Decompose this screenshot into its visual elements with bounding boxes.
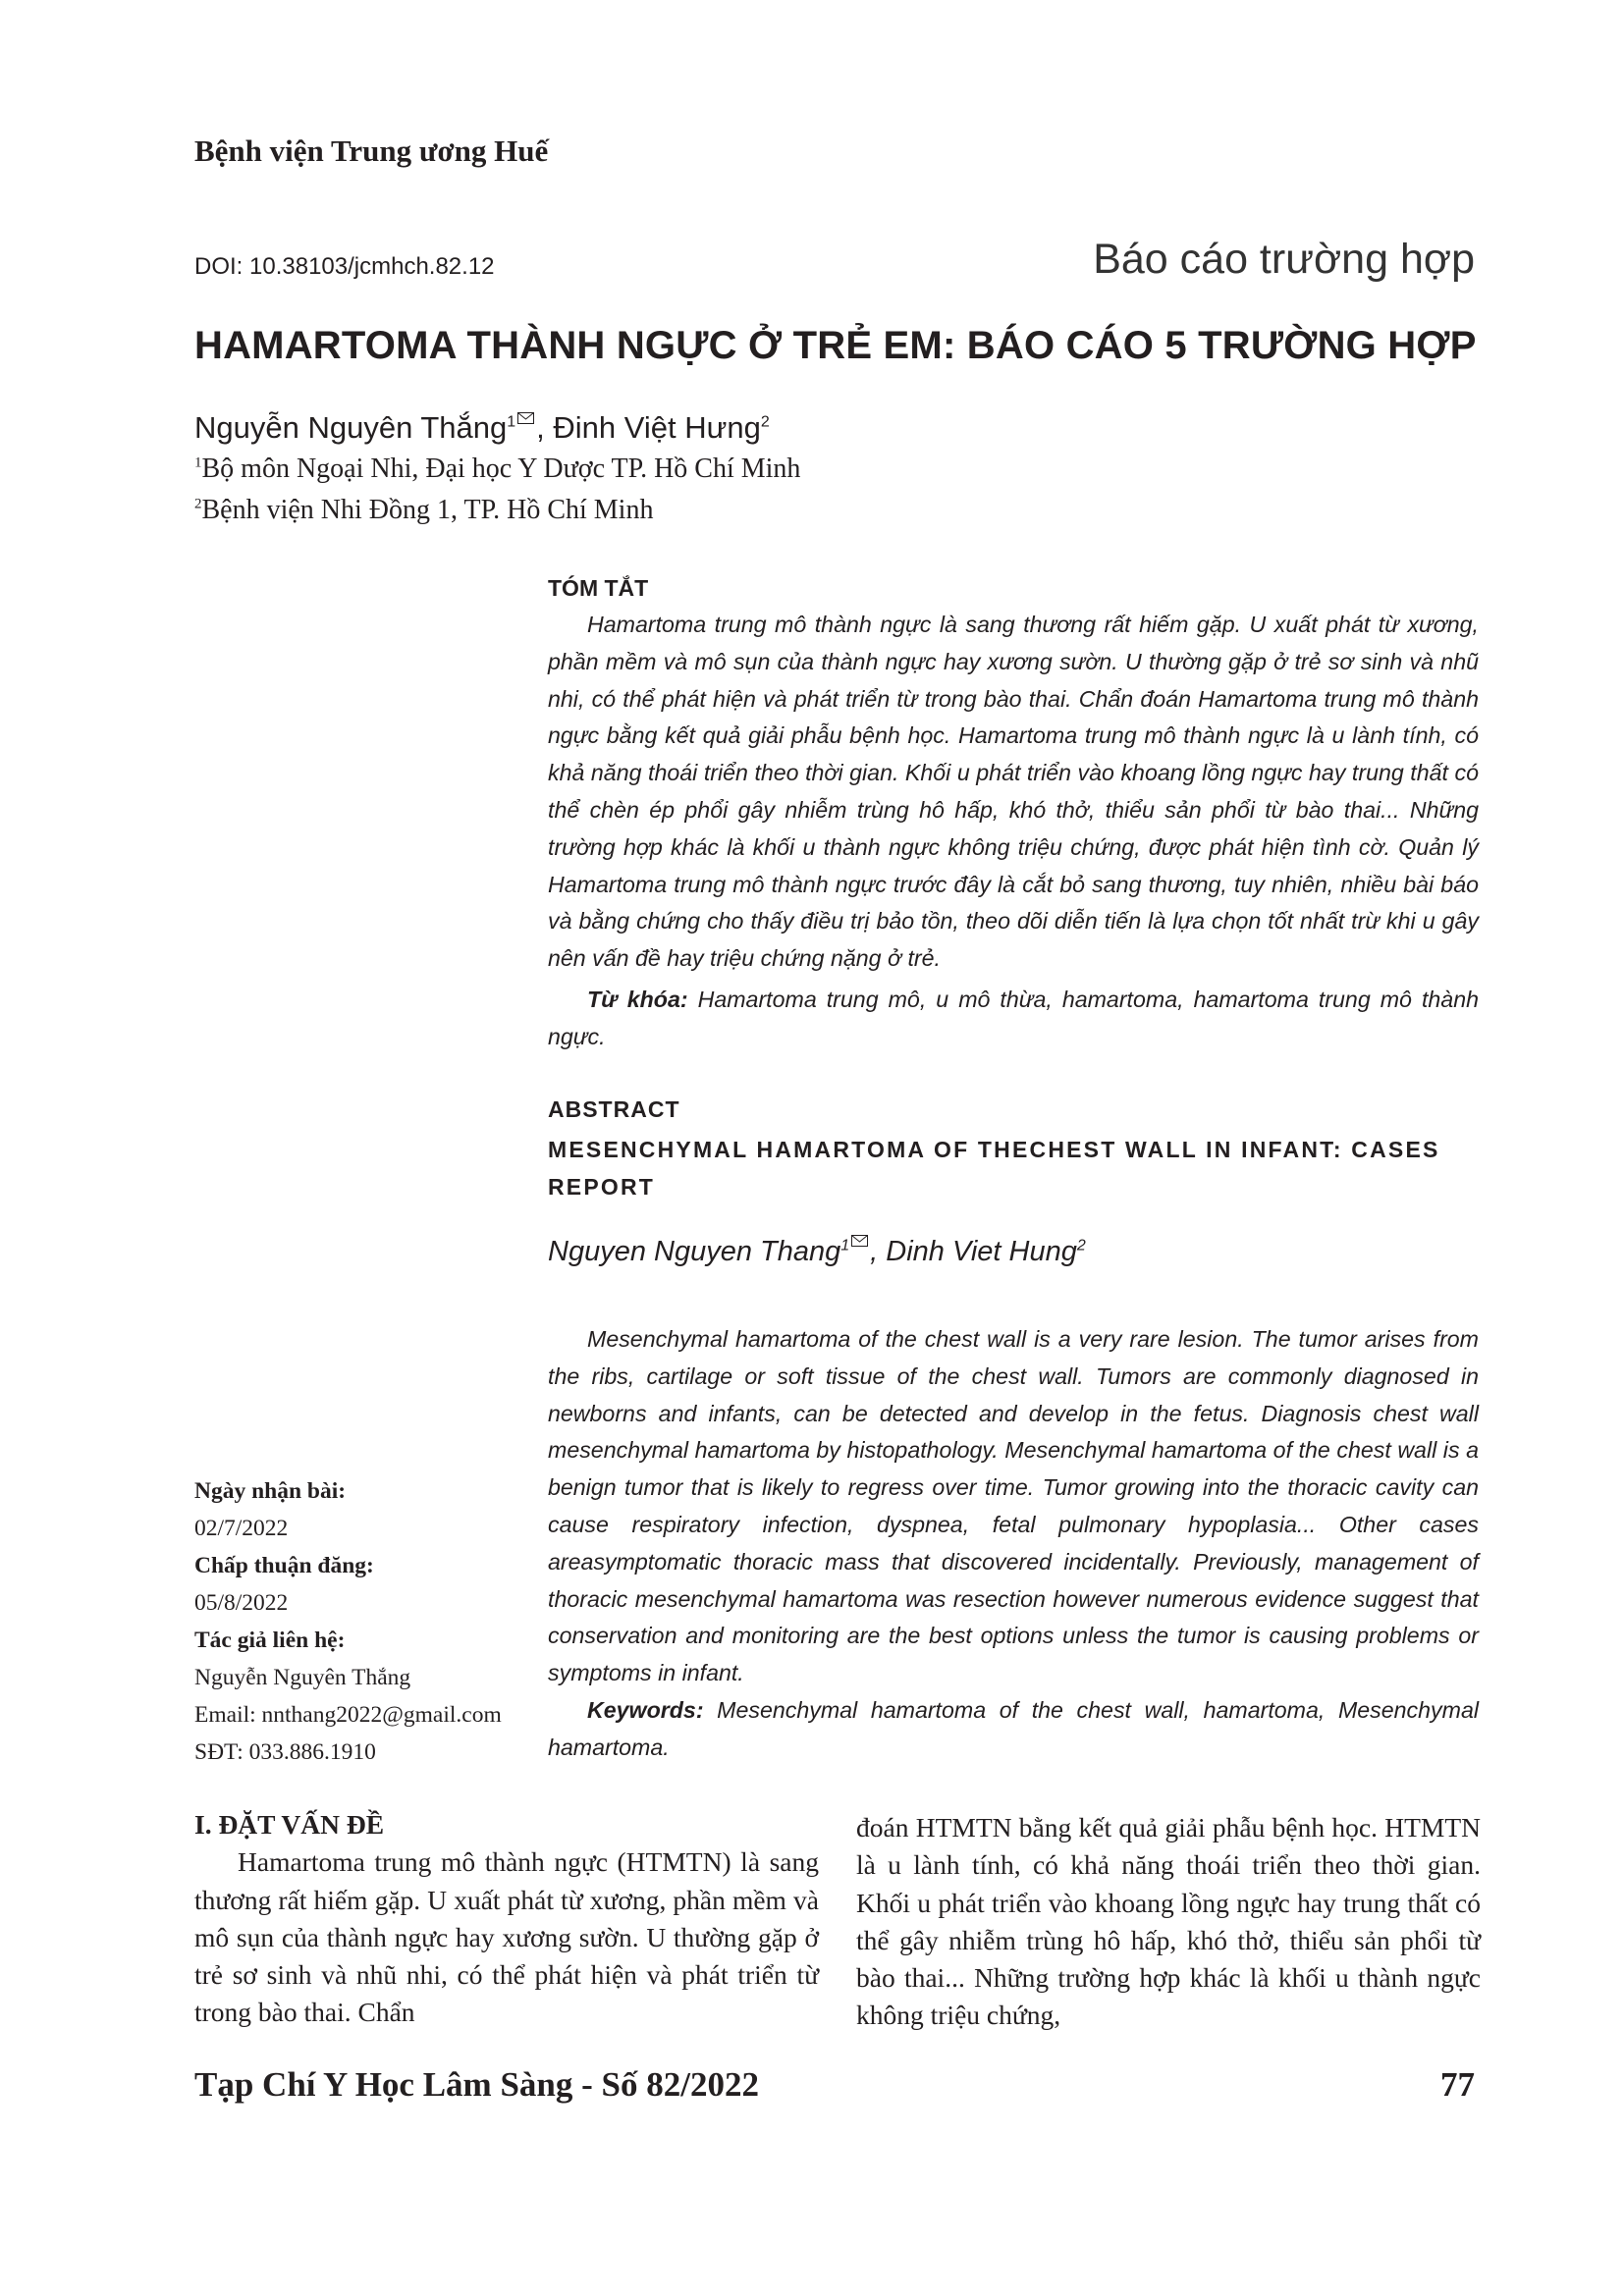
footer-journal: Tạp Chí Y Học Lâm Sàng - Số 82/2022 [194, 2065, 759, 2104]
en-keywords [548, 1692, 1479, 1767]
journal-header: Bệnh viện Trung ương Huế [194, 133, 549, 168]
doi: DOI: 10.38103/jcmhch.82.12 [194, 253, 495, 280]
received-label: Ngày nhận bài: [194, 1478, 347, 1504]
affiliation [194, 454, 800, 485]
en-author-name: Nguyen Nguyen Thang [548, 1236, 841, 1267]
en-author-affil-sup: 2 [1076, 1237, 1086, 1255]
section-heading: I. ĐẶT VẤN ĐỀ [194, 1809, 385, 1840]
corresponding-email: Email: nnthang2022@gmail.com [194, 1702, 502, 1728]
vn-keywords [548, 982, 1479, 1056]
en-abstract-heading: ABSTRACT [548, 1096, 680, 1122]
envelope-icon [517, 412, 534, 424]
received-date: 02/7/2022 [194, 1516, 289, 1541]
affiliation-text: Bệnh viện Nhi Đồng 1, TP. Hồ Chí Minh [201, 495, 654, 525]
body-paragraph: đoán HTMTN bằng kết quả giải phẫu bệnh học. HTMTN là u lành tính, có khả năng thoái triển theo thời gian. Khối u phát triển vào khoang lồng ngực hay trung thất có thể gây nhiễm trùng hô hấp, khó thở, thiểu sản phổi từ bào thai... Những trường hợp khác là khối u thành ngực không triệu chứng, [856, 1812, 1481, 2031]
en-keywords-text: Mesenchymal hamartoma of the chest wall, hamartoma, Mesenchymal hamartoma. [548, 1697, 1479, 1760]
body-column-left [194, 1806, 819, 2032]
author-separator: , [536, 410, 554, 445]
en-author-separator: , [870, 1236, 887, 1267]
author-name: Nguyễn Nguyên Thắng [194, 410, 508, 445]
en-author-affil-sup: 1 [840, 1237, 850, 1255]
corresponding-name: Nguyễn Nguyên Thắng [194, 1665, 411, 1690]
vn-abstract-heading: TÓM TẮT [548, 575, 649, 601]
article-info-sidebar [194, 1472, 502, 1771]
author-affil-sup: 2 [760, 413, 770, 431]
body-column-right [856, 1809, 1481, 2035]
en-abstract-text: Mesenchymal hamartoma of the chest wall is a very rare lesion. The tumor arises from the ribs, cartilage or soft tissue of the chest wall. Tumors are commonly diagnosed in newborns and infants, can be detected and develop in the fetus. Diagnosis chest wall mesenchymal hamartoma by histopathology. Mesenchymal hamartoma of the chest wall is a benign tumor that is likely to regress over time. Tumor growing into the thoracic cavity can cause respiratory infection, dyspnea, fetal pulmonary hypoplasia... Other cases areasymptomatic thoracic mass that discovered incidentally. Previously, management of thoracic mesenchymal hamartoma was resection however numerous evidence suggest that conservation and monitoring are the best options unless the tumor is causing problems or symptoms in infant. [548, 1326, 1479, 1686]
en-article-title: MESENCHYMAL HAMARTOMA OF THECHEST WALL IN INFANT: CASES REPORT [548, 1137, 1440, 1200]
corresponding-label: Tác giả liên hệ: [194, 1628, 346, 1653]
en-keywords-label: Keywords: [587, 1697, 704, 1723]
en-author-name: Dinh Viet Hung [886, 1236, 1077, 1267]
affiliation [194, 495, 653, 526]
author-name: Đinh Việt Hưng [553, 410, 761, 445]
affiliation-sup: 2 [194, 496, 202, 512]
corresponding-phone: SĐT: 033.886.1910 [194, 1739, 376, 1765]
accepted-date: 05/8/2022 [194, 1590, 289, 1616]
vn-keywords-text: Hamartoma trung mô, u mô thừa, hamartoma, hamartoma trung mô thành ngực. [548, 987, 1479, 1049]
envelope-icon [851, 1235, 868, 1247]
affiliation-sup: 1 [194, 454, 202, 471]
page-number: 77 [1440, 2065, 1475, 2104]
vn-abstract-text: Hamartoma trung mô thành ngực là sang thương rất hiếm gặp. U xuất phát từ xương, phần mềm và mô sụn của thành ngực hay xương sườn. U thường gặp ở trẻ sơ sinh và nhũ nhi, có thể phát hiện và phát triển từ trong bào thai. Chẩn đoán Hamartoma trung mô thành ngực bằng kết quả giải phẫu bệnh học. Hamartoma trung mô thành ngực là u lành tính, có khả năng thoái triển theo thời gian. Khối u phát triển vào khoang lồng ngực hay trung thất có thể chèn ép phổi gây nhiễm trùng hô hấp, khó thở, thiểu sản phổi từ bào thai... Những trường hợp khác là khối u thành ngực không triệu chứng, được phát hiện tình cờ. Quản lý Hamartoma trung mô thành ngực trước đây là cắt bỏ sang thương, tuy nhiên, nhiều bài báo và bằng chứng cho thấy điều trị bảo tồn, theo dõi diễn tiến là lựa chọn tốt nhất trừ khi u gây nên vấn đề hay triệu chứng nặng ở trẻ. [548, 612, 1479, 972]
article-title: HAMARTOMA THÀNH NGỰC Ở TRẺ EM: BÁO CÁO 5 TRƯỜNG HỢP [194, 324, 1477, 367]
accepted-label: Chấp thuận đăng: [194, 1553, 374, 1578]
article-type: Báo cáo trường hợp [1093, 236, 1475, 283]
author-list [194, 410, 770, 446]
en-author-list [548, 1235, 1479, 1268]
body-paragraph: Hamartoma trung mô thành ngực (HTMTN) là sang thương rất hiếm gặp. U xuất phát từ xương, phần mềm và mô sụn của thành ngực hay xương sườn. U thường gặp ở trẻ sơ sinh và nhũ nhi, có thể phát hiện và phát triển từ trong bào thai. Chẩn [194, 1846, 819, 2028]
vn-keywords-label: Từ khóa: [587, 987, 688, 1012]
author-affil-sup: 1 [507, 413, 516, 431]
affiliation-text: Bộ môn Ngoại Nhi, Đại học Y Dược TP. Hồ Chí Minh [201, 454, 801, 484]
